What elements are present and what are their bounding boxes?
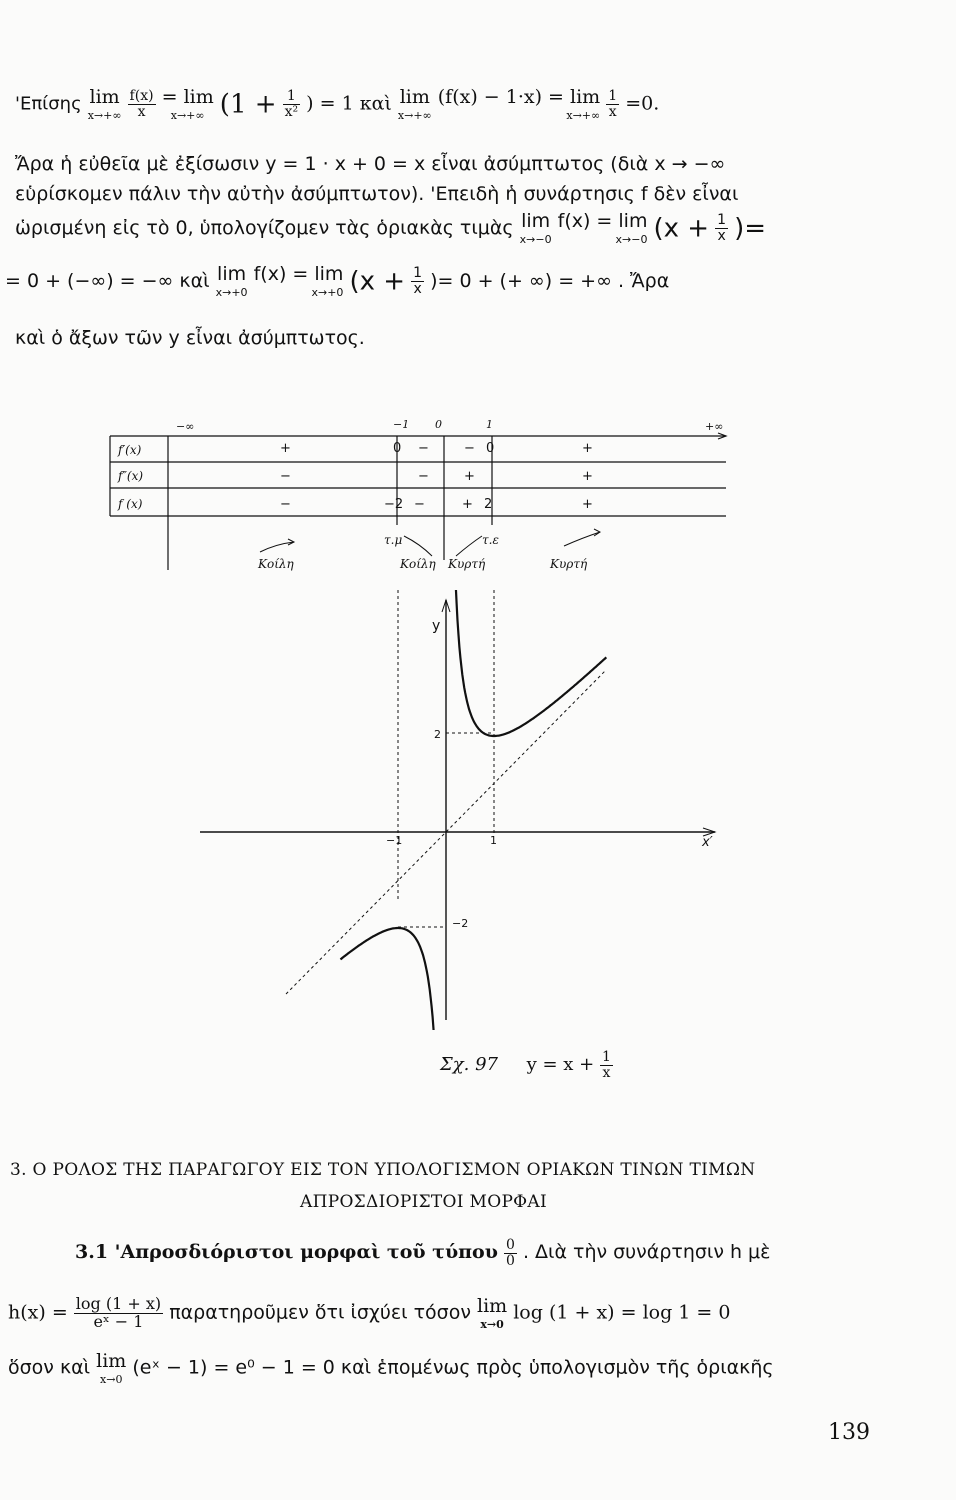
limit-expr: f(x) = lim x→−0	[557, 210, 648, 246]
paren-expr: (x +	[349, 266, 406, 297]
fraction: $\frac{1}{\text{x²}}$	[284, 88, 299, 120]
table-cell: −	[464, 441, 475, 456]
text-line-1	[15, 88, 659, 121]
tick-label: 2	[434, 728, 441, 741]
limit-expr: = lim x→+∞	[161, 86, 214, 122]
line5-text: = 0 + (−∞) = −∞ καὶ	[5, 270, 210, 292]
table-cell: +	[582, 497, 593, 512]
h-lhs: h(x) =	[8, 1301, 68, 1324]
line4-text: ὡρισμένη εἰς τὸ 0, ὑπολογίζομεν τὰς ὁριακὰς τιμὰς	[15, 217, 514, 239]
text-line-5	[5, 265, 669, 298]
h-end: log (1 + x) = log 1 = 0	[513, 1301, 731, 1324]
table-cell: −	[280, 497, 291, 512]
table-cell: 0	[393, 441, 402, 456]
limit-expr: lim x→+∞	[397, 86, 432, 122]
row-label-fsecond: f″(x)	[118, 469, 144, 483]
table-cell: +	[582, 469, 593, 484]
table-cell: −	[418, 469, 429, 484]
concavity-label: Κυρτή	[550, 557, 588, 571]
table-top-label: 1	[486, 420, 493, 431]
fraction: $\frac{1}{x}$	[413, 265, 423, 297]
table-top-label: +∞	[705, 420, 724, 433]
h-definition-line	[8, 1296, 730, 1331]
table-cell: 2	[484, 497, 493, 512]
concavity-label: τ.ε	[482, 533, 499, 547]
concavity-label: τ.μ	[384, 533, 403, 547]
concavity-label: Κοίλη	[258, 557, 294, 571]
h-mid: παρατηροῦμεν ὅτι ἰσχύει τόσον	[169, 1301, 471, 1324]
limit-expr: (f(x) − 1·x) = lim x→+∞	[437, 86, 601, 122]
tick-label: −2	[452, 917, 469, 930]
limit-expr: lim x→+0	[215, 263, 248, 299]
limit-expr: lim x→0	[96, 1350, 127, 1386]
last-line	[8, 1352, 774, 1385]
limit-expr: lim x→0	[477, 1294, 508, 1331]
function-graph	[190, 590, 730, 1030]
line5-end: )= 0 + (+ ∞) = +∞ . Ἄρα	[430, 270, 670, 292]
expr-mid: ) = 1 καὶ	[306, 92, 392, 115]
paren-expr: (1 +	[219, 89, 277, 120]
table-cell: +	[464, 469, 475, 484]
limit-expr: lim x→+∞	[87, 86, 122, 122]
limit-expr: f(x) = lim x→+0	[253, 263, 344, 299]
fraction: $\frac{1}{x}$	[717, 212, 727, 244]
table-cell: −	[418, 441, 429, 456]
table-top-label: −1	[393, 420, 410, 431]
tick-label: 1	[490, 834, 497, 847]
curve-right	[456, 590, 607, 736]
subsection-title-line	[75, 1238, 770, 1268]
table-cell: 0	[486, 441, 495, 456]
paren-close: )=	[734, 213, 767, 244]
fig-equation: y = x +	[526, 1054, 595, 1076]
table-cell: −2	[384, 497, 404, 512]
word-episis: 'Επίσης	[15, 93, 82, 115]
text-line-4	[15, 212, 766, 245]
fraction: $\frac{f(x)}{x}$	[129, 88, 154, 120]
table-cell: +	[280, 441, 291, 456]
table-cell: +	[462, 497, 473, 512]
table-cell: −	[414, 497, 425, 512]
tick-label: −1	[386, 834, 403, 847]
concavity-label: Κοίλη	[400, 557, 436, 571]
fig-number: Σχ. 97	[440, 1054, 498, 1076]
expr-end: =0.	[625, 92, 660, 115]
curve-left	[340, 928, 434, 1030]
fraction: $\frac{0}{0}$	[505, 1237, 515, 1269]
row-label-f: f (x)	[118, 497, 143, 511]
limit-expr: lim x→−0	[519, 210, 552, 246]
section-heading-1: 3. Ο ΡΟΛΟΣ ΤΗΣ ΠΑΡΑΓΩΓΟΥ ΕΙΣ ΤΟΝ ΥΠΟΛΟΓΙΣΜΟΝ ΟΡΙΑΚΩΝ ΤΙΝΩΝ ΤΙΜΩΝ	[10, 1160, 756, 1180]
subsection-title: 3.1 'Απροσδιόριστοι μορφαὶ τοῦ τύπου	[75, 1241, 498, 1264]
last-b: (eˣ − 1) = e⁰ − 1 = 0 καὶ ἑπομένως πρὸς ὑπολογισμὸν τῆς ὁριακῆς	[132, 1356, 774, 1379]
table-top-label: 0	[435, 420, 442, 431]
fraction: $\frac{1}{x}$	[608, 88, 618, 120]
text-line-6: καὶ ὁ ἄξων τῶν y εἶναι ἀσύμπτωτος.	[15, 327, 365, 349]
figure-caption	[440, 1050, 613, 1080]
fraction: $\frac{\log (1 + x)}{\text{eˣ − 1}}$	[75, 1294, 162, 1331]
table-top-label: −∞	[176, 420, 195, 433]
concavity-label: Κυρτή	[448, 557, 486, 571]
text-line-3: εὑρίσκομεν πάλιν τὴν αὐτὴν ἀσύμπτωτον). 'Επειδὴ ἡ συνάρτησις f δὲν εἶναι	[15, 183, 739, 205]
table-cell: −	[280, 469, 291, 484]
sign-table	[108, 420, 728, 580]
text-line-2: Ἄρα ἡ εὐθεῖα μὲ ἐξίσωσιν y = 1 · x + 0 = x εἶναι ἀσύμπτωτος (διὰ x → −∞	[15, 153, 726, 175]
page-number: 139	[828, 1420, 870, 1445]
fraction: $\frac{1}{x}$	[601, 1049, 611, 1081]
last-a: ὅσον καὶ	[8, 1356, 91, 1379]
paren-expr: (x +	[653, 213, 710, 244]
y-axis-label: y	[432, 618, 441, 634]
row-label-fprime: f′(x)	[118, 443, 142, 457]
section-heading-2: ΑΠΡΟΣΔΙΟΡΙΣΤΟΙ ΜΟΡΦΑΙ	[300, 1192, 548, 1212]
x-axis-label: x′	[702, 835, 713, 850]
subsection-rest: . Διὰ τὴν συνάρτησιν h μὲ	[522, 1241, 771, 1264]
table-cell: +	[582, 441, 593, 456]
